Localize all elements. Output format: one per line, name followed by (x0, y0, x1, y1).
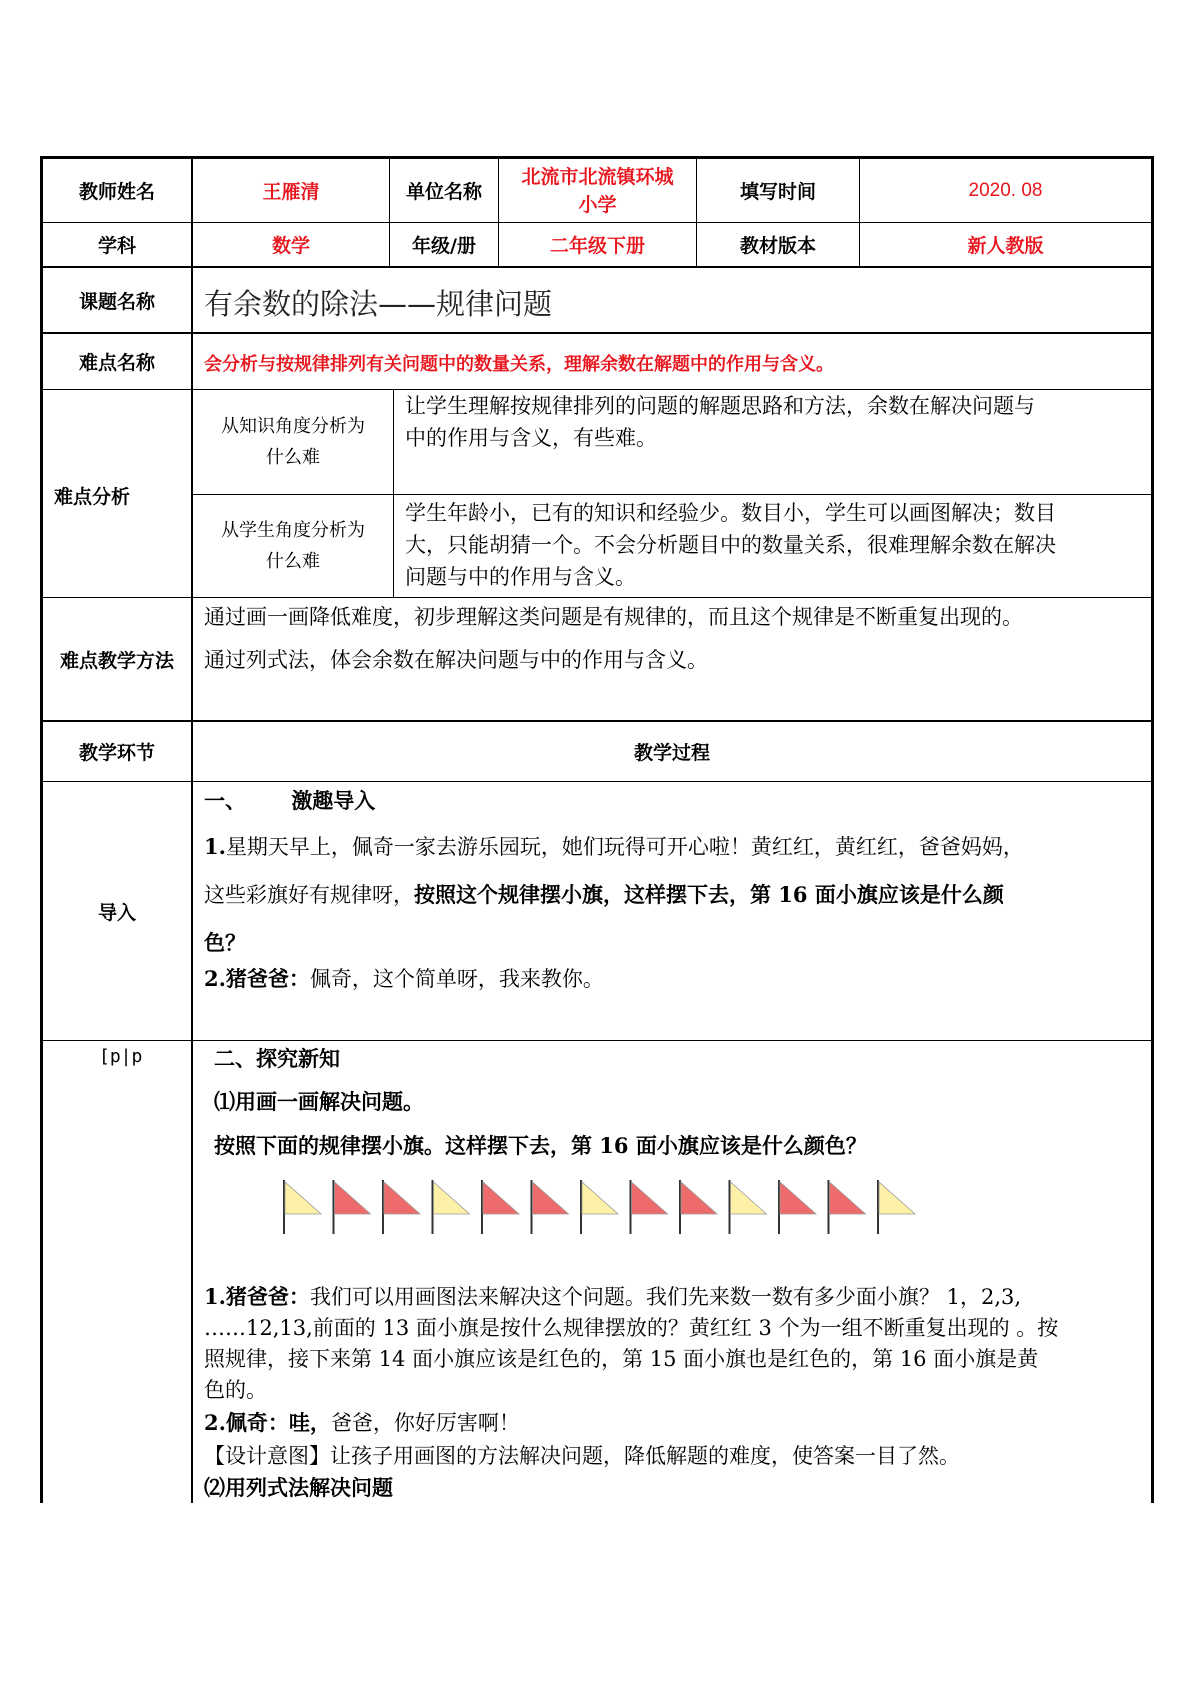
intro-heading (204, 785, 375, 815)
yellow-flag (433, 1180, 470, 1234)
text-line: 照规律，接下来第 14 面小旗应该是红色的，第 15 面小旗也是红色的，第 16 面小旗是黄 (204, 1347, 1039, 1371)
text-line: 通过画一画降低难度，初步理解这类问题是有规律的，而且这个规律是不断重复出现的。 (204, 605, 1023, 629)
text-line (204, 919, 1024, 967)
fill-time-label: 填写时间 (739, 181, 816, 203)
intro-stage-label: 导入 (97, 901, 136, 924)
text-line (204, 823, 1024, 871)
text-line: 色的。 (204, 1378, 267, 1402)
text-line: ……12,13,前面的 13 面小旗是按什么规律摆放的？黄红红 3 个为一组不断重复出现的 。按 (204, 1316, 1059, 1340)
table-rule (40, 332, 1153, 334)
speaker-label: 2.猪爸爸： (204, 966, 310, 991)
flag-cloth (731, 1182, 767, 1214)
knowledge-analysis-text (405, 390, 1035, 454)
table-col-line (191, 156, 193, 1503)
flag-cloth (285, 1182, 321, 1214)
text-line: 让学生理解按规律排列的问题的解题思路和方法，余数在解决问题与 (405, 394, 1035, 418)
topic-value: 有余数的除法——规律问题 (204, 287, 553, 321)
text-line: 大，只能胡猜一个。不会分析题目中的数量关系，很难理解余数在解决 (405, 533, 1056, 557)
fill-time-value: 2020. 08 (968, 179, 1043, 201)
method-label: 难点教学方法 (59, 649, 174, 672)
flag-cloth (830, 1182, 866, 1214)
explore-heading: 二、探究新知 (214, 1046, 340, 1071)
explore-paragraph-2 (204, 1407, 520, 1439)
unit-name-line: 小学 (578, 193, 617, 216)
flag-cloth (879, 1182, 915, 1214)
text-span: 爸爸，你好厉害啊！ (330, 1411, 520, 1435)
stage-label: 教学环节 (78, 742, 155, 764)
text-span-bold: 按照这个规律摆小旗，这样摆下去，第 16 面小旗应该是什么颜 (414, 882, 1004, 907)
student-angle-label (193, 495, 393, 597)
knowledge-angle-line: 从知识角度分析为 (221, 416, 365, 437)
text-line: 通过列式法，体会余数在解决问题与中的作用与含义。 (204, 648, 708, 672)
explore-question: 按照下面的规律摆小旗。这样摆下去，第 16 面小旗应该是什么颜色？ (214, 1133, 867, 1158)
text-line: 学生年龄小，已有的知识和经验少。数目小，学生可以画图解决；数目 (405, 501, 1056, 525)
explore-paragraph-1 (204, 1281, 1058, 1406)
unit-name-value (499, 159, 696, 222)
red-flag (631, 1180, 668, 1234)
explore-stage-label: [p|p (99, 1046, 143, 1067)
design-intent: 【设计意图】让孩子用画图的方法解决问题，降低解题的难度，使答案一目了然。 (204, 1444, 960, 1468)
unit-name-label: 单位名称 (405, 181, 482, 203)
difficulty-value: 会分析与按规律排列有关问题中的数量关系，理解余数在解题中的作用与含义。 (204, 354, 834, 375)
grade-value: 二年级下册 (549, 235, 645, 257)
red-flag (482, 1180, 519, 1234)
text-line: 问题与中的作用与含义。 (405, 565, 636, 589)
red-flag (383, 1180, 420, 1234)
student-angle-line: 从学生角度分析为 (221, 520, 365, 541)
analysis-label: 难点分析 (54, 486, 131, 508)
explore-sub2: ⑵用列式法解决问题 (204, 1475, 393, 1500)
text-line: 中的作用与含义，有些难。 (405, 426, 657, 450)
speaker-label: 2.佩奇：哇， (204, 1410, 331, 1435)
text-line (204, 1281, 1058, 1313)
unit-name-line: 北流市北流镇环城 (521, 165, 674, 188)
red-flag (829, 1180, 866, 1234)
grade-label: 年级/册 (412, 235, 476, 257)
edition-label: 教材版本 (739, 235, 816, 257)
flag-cloth (780, 1182, 816, 1214)
red-flag (779, 1180, 816, 1234)
knowledge-angle-line: 什么难 (266, 447, 320, 468)
flag-cloth (483, 1182, 519, 1214)
intro-paragraph-2 (204, 963, 604, 995)
knowledge-angle-label (193, 390, 393, 494)
table-border-right (1151, 156, 1154, 1503)
flag-cloth (384, 1182, 420, 1214)
item-number: 1. (204, 834, 226, 859)
text-span: 我们可以用画图法来解决这个问题。我们先来数一数有多少面小旗？ 1，2,3, (309, 1285, 1022, 1309)
edition-value: 新人教版 (967, 235, 1044, 257)
teacher-name-value: 王雁清 (262, 181, 320, 203)
method-text (204, 596, 1023, 682)
flag-sequence (276, 1170, 916, 1240)
table-rule (40, 781, 1153, 782)
yellow-flag (730, 1180, 767, 1234)
text-span: 这些彩旗好有规律呀， (204, 883, 414, 907)
student-analysis-text (405, 497, 1056, 593)
table-rule (40, 1040, 1153, 1041)
table-col-line (393, 389, 394, 598)
flag-cloth (582, 1182, 618, 1214)
intro-paragraph-1 (204, 823, 1024, 967)
table-rule (40, 266, 1153, 268)
flag-cloth (681, 1182, 717, 1214)
teacher-name-label: 教师姓名 (78, 181, 155, 203)
explore-sub1: ⑴用画一画解决问题。 (214, 1089, 424, 1114)
process-label: 教学过程 (633, 742, 710, 764)
topic-label: 课题名称 (78, 290, 155, 313)
text-line (204, 871, 1024, 919)
text-span-bold: 色？ (204, 930, 246, 955)
flag-cloth (533, 1182, 569, 1214)
yellow-flag (878, 1180, 915, 1234)
red-flag (680, 1180, 717, 1234)
difficulty-label: 难点名称 (78, 352, 155, 374)
speaker-label: 1.猪爸爸： (204, 1284, 310, 1309)
text-span: 星期天早上，佩奇一家去游乐园玩，她们玩得可开心啦！黄红红，黄红红，爸爸妈妈， (225, 835, 1024, 859)
subject-value: 数学 (271, 235, 310, 257)
flag-cloth (335, 1182, 371, 1214)
heading-number: 一、 (204, 788, 246, 813)
heading-text: 激趣导入 (291, 788, 376, 813)
text-span: 佩奇，这个简单呀，我来教你。 (309, 967, 604, 991)
flag-cloth (434, 1182, 470, 1214)
yellow-flag (284, 1180, 321, 1234)
red-flag (334, 1180, 371, 1234)
yellow-flag (581, 1180, 618, 1234)
subject-label: 学科 (97, 235, 136, 257)
flag-cloth (632, 1182, 668, 1214)
student-angle-line: 什么难 (266, 551, 320, 572)
red-flag (532, 1180, 569, 1234)
